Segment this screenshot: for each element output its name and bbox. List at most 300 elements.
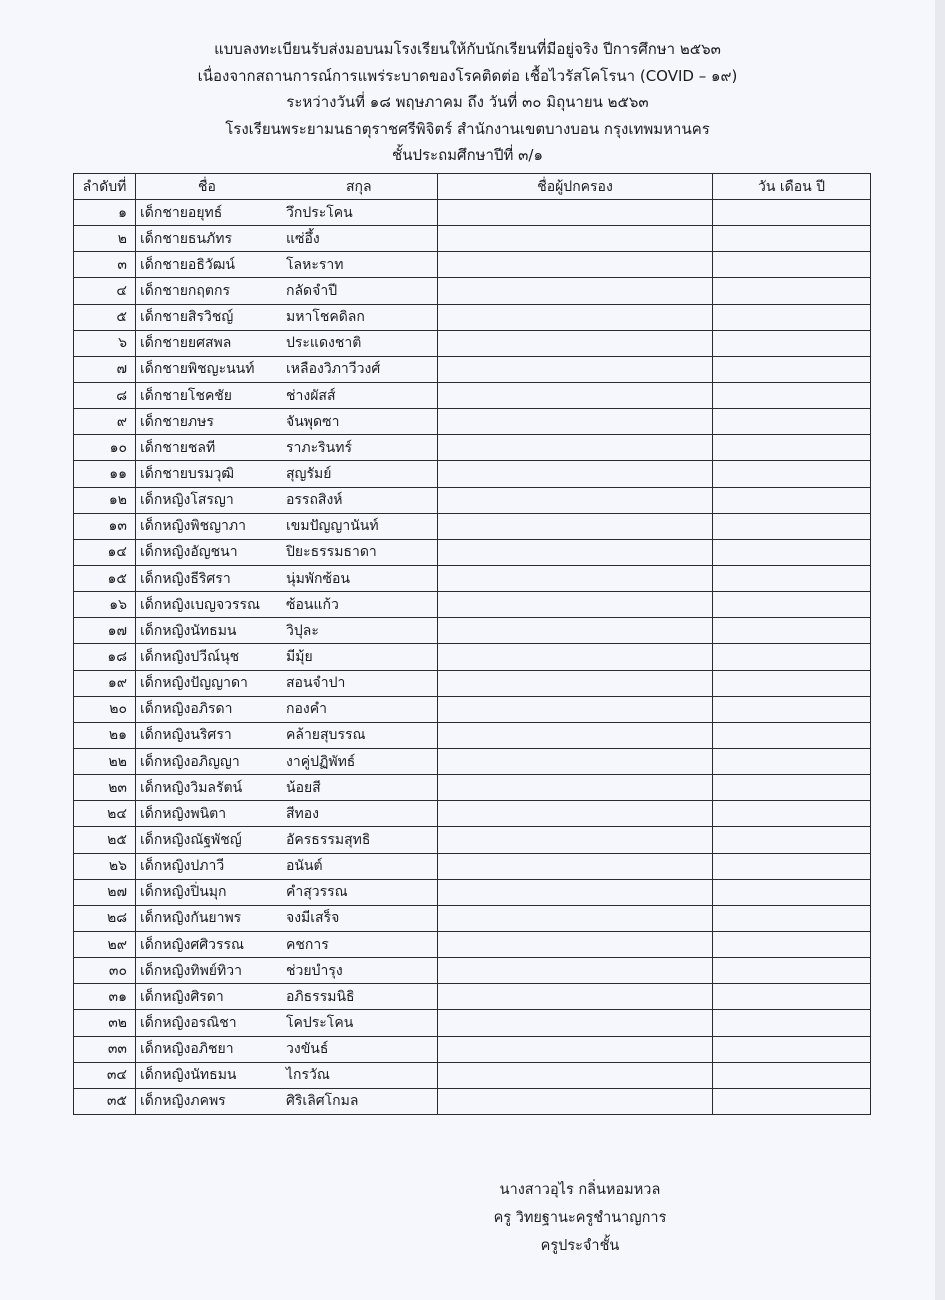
date-cell[interactable] bbox=[713, 958, 871, 984]
student-first-name: เด็กหญิงโสรญา bbox=[140, 492, 234, 509]
table-row bbox=[74, 1036, 871, 1062]
guardian-name-cell[interactable] bbox=[438, 409, 713, 435]
date-cell[interactable] bbox=[713, 487, 871, 513]
student-name-cell bbox=[136, 748, 438, 774]
row-number bbox=[74, 905, 136, 931]
student-name-cell bbox=[136, 722, 438, 748]
student-last-name: จันพุดซา bbox=[286, 413, 340, 430]
page-edge bbox=[935, 0, 945, 1300]
student-last-name: วงขันธ์ bbox=[286, 1041, 329, 1058]
student-last-name: เหลืองวิภาวีวงศ์ bbox=[286, 361, 381, 378]
student-last-name: คำสุวรรณ bbox=[286, 884, 348, 901]
table-row bbox=[74, 461, 871, 487]
student-first-name: เด็กชายชลที bbox=[140, 439, 216, 456]
student-name-cell bbox=[136, 1036, 438, 1062]
guardian-name-cell[interactable] bbox=[438, 200, 713, 226]
guardian-name-cell[interactable] bbox=[438, 592, 713, 618]
student-last-name: โลหะราท bbox=[286, 256, 344, 273]
table-row bbox=[74, 200, 871, 226]
student-last-name: ราภะรินทร์ bbox=[286, 439, 352, 456]
student-name-cell bbox=[136, 304, 438, 330]
student-last-name: วึกประโคน bbox=[286, 204, 353, 221]
row-number bbox=[74, 513, 136, 539]
row-number-text: ๒๐ bbox=[109, 701, 127, 718]
guardian-name-cell[interactable] bbox=[438, 1036, 713, 1062]
date-cell[interactable] bbox=[713, 1088, 871, 1114]
student-first-name: เด็กหญิงกันยาพร bbox=[140, 910, 242, 927]
row-number-text: ๒๖ bbox=[108, 858, 127, 875]
student-last-name: โคประโคน bbox=[286, 1014, 354, 1031]
signature-name: นางสาวอุไร กลิ่นหอมหวล bbox=[499, 1182, 661, 1198]
student-last-name: สีทอง bbox=[286, 805, 320, 822]
guardian-name-cell[interactable] bbox=[438, 487, 713, 513]
student-last-name: งาคู่ปฏิพัทธ์ bbox=[286, 753, 356, 770]
table-row bbox=[74, 565, 871, 591]
guardian-name-cell[interactable] bbox=[438, 330, 713, 356]
student-last-name: สุญรัมย์ bbox=[286, 465, 332, 482]
guardian-name-cell[interactable] bbox=[438, 356, 713, 382]
row-number-text: ๒๒ bbox=[108, 753, 127, 770]
guardian-name-cell[interactable] bbox=[438, 1088, 713, 1114]
student-last-name: นุ่มพักซ้อน bbox=[286, 570, 350, 587]
student-first-name: เด็กหญิงปัญญาดา bbox=[140, 675, 248, 692]
row-number bbox=[74, 984, 136, 1010]
guardian-name-cell[interactable] bbox=[438, 539, 713, 565]
row-number-text: ๒๙ bbox=[107, 936, 127, 953]
student-name-cell bbox=[136, 879, 438, 905]
guardian-name-cell[interactable] bbox=[438, 461, 713, 487]
row-number bbox=[74, 1010, 136, 1036]
student-name-cell bbox=[136, 775, 438, 801]
table-row bbox=[74, 931, 871, 957]
row-number bbox=[74, 827, 136, 853]
table-row bbox=[74, 356, 871, 382]
student-name-cell bbox=[136, 1010, 438, 1036]
row-number bbox=[74, 435, 136, 461]
guardian-name-cell[interactable] bbox=[438, 304, 713, 330]
guardian-name-cell[interactable] bbox=[438, 958, 713, 984]
student-last-name: น้อยสี bbox=[286, 779, 321, 796]
row-number bbox=[74, 1036, 136, 1062]
row-number bbox=[74, 644, 136, 670]
row-number bbox=[74, 409, 136, 435]
student-name-cell bbox=[136, 931, 438, 957]
student-last-name: กลัดจำปี bbox=[286, 282, 338, 299]
heading-line-5: ชั้นประถมศึกษาปีที่ ๓/๑ bbox=[392, 146, 543, 164]
student-last-name: ไกรวัณ bbox=[286, 1067, 330, 1084]
row-number bbox=[74, 879, 136, 905]
student-name-cell bbox=[136, 565, 438, 591]
student-last-name: อภิธรรมนิธิ bbox=[286, 988, 355, 1005]
table-row bbox=[74, 696, 871, 722]
student-name-cell bbox=[136, 356, 438, 382]
table-row bbox=[74, 801, 871, 827]
table-row bbox=[74, 330, 871, 356]
student-name-cell bbox=[136, 252, 438, 278]
student-first-name: เด็กหญิงอรณิชา bbox=[140, 1014, 237, 1031]
student-name-cell bbox=[136, 696, 438, 722]
date-cell[interactable] bbox=[713, 618, 871, 644]
date-cell[interactable] bbox=[713, 539, 871, 565]
date-cell[interactable] bbox=[713, 1062, 871, 1088]
row-number-text: ๓๐ bbox=[108, 962, 127, 979]
student-name-cell bbox=[136, 513, 438, 539]
date-cell[interactable] bbox=[713, 696, 871, 722]
guardian-name-cell[interactable] bbox=[438, 644, 713, 670]
student-first-name: เด็กหญิงภคพร bbox=[140, 1093, 226, 1110]
student-first-name: เด็กหญิงธีริศรา bbox=[140, 570, 231, 587]
student-name-cell bbox=[136, 200, 438, 226]
row-number-text: ๑๕ bbox=[107, 570, 127, 587]
table-row bbox=[74, 278, 871, 304]
table-row bbox=[74, 592, 871, 618]
row-number-text: ๑๒ bbox=[108, 492, 127, 509]
table-row bbox=[74, 853, 871, 879]
row-number bbox=[74, 356, 136, 382]
table-row bbox=[74, 382, 871, 408]
guardian-name-cell[interactable] bbox=[438, 879, 713, 905]
date-cell[interactable] bbox=[713, 252, 871, 278]
student-first-name: เด็กหญิงปิ่นมุก bbox=[140, 884, 227, 901]
student-first-name: เด็กหญิงนัทธมน bbox=[140, 622, 237, 639]
row-number-text: ๔ bbox=[116, 282, 127, 299]
header-last-name: สกุล bbox=[346, 178, 372, 195]
guardian-name-cell[interactable] bbox=[438, 1062, 713, 1088]
student-name-cell bbox=[136, 409, 438, 435]
date-cell[interactable] bbox=[713, 931, 871, 957]
row-number-text: ๒๗ bbox=[107, 884, 127, 901]
row-number-text: ๓๓ bbox=[107, 1041, 127, 1058]
student-last-name: อรรถสิงห์ bbox=[286, 492, 343, 509]
row-number-text: ๗ bbox=[116, 361, 127, 378]
student-first-name: เด็กชายสิรวิชญ์ bbox=[140, 309, 234, 326]
row-number-text: ๒๔ bbox=[107, 805, 127, 822]
date-cell[interactable] bbox=[713, 513, 871, 539]
student-name-cell bbox=[136, 487, 438, 513]
row-number bbox=[74, 931, 136, 957]
row-number bbox=[74, 539, 136, 565]
date-cell[interactable] bbox=[713, 435, 871, 461]
date-cell[interactable] bbox=[713, 905, 871, 931]
signature-block bbox=[480, 1176, 680, 1260]
student-last-name: มีมุ้ย bbox=[286, 648, 313, 665]
heading-line-4: โรงเรียนพระยามนธาตุราชศรีพิจิตร์ สำนักงานเขตบางบอน กรุงเทพมหานคร bbox=[225, 119, 710, 138]
guardian-name-cell[interactable] bbox=[438, 278, 713, 304]
table-row bbox=[74, 958, 871, 984]
date-cell[interactable] bbox=[713, 382, 871, 408]
date-cell[interactable] bbox=[713, 304, 871, 330]
date-cell[interactable] bbox=[713, 1036, 871, 1062]
student-last-name: ช่วยบำรุง bbox=[286, 962, 343, 979]
row-number bbox=[74, 226, 136, 252]
student-first-name: เด็กหญิงปวีณ์นุช bbox=[140, 648, 240, 665]
header-guardian: ชื่อผู้ปกครอง bbox=[438, 174, 713, 200]
student-name-cell bbox=[136, 592, 438, 618]
student-name-cell bbox=[136, 435, 438, 461]
roster-body bbox=[74, 200, 871, 1115]
row-number-text: ๒ bbox=[117, 230, 127, 247]
date-cell[interactable] bbox=[713, 644, 871, 670]
guardian-name-cell[interactable] bbox=[438, 827, 713, 853]
student-first-name: เด็กหญิงเบญจวรรณ bbox=[140, 596, 261, 613]
table-row bbox=[74, 827, 871, 853]
guardian-name-cell[interactable] bbox=[438, 905, 713, 931]
student-last-name: คล้ายสุบรรณ bbox=[286, 727, 366, 744]
row-number-text: ๒๘ bbox=[106, 910, 127, 927]
date-cell[interactable] bbox=[713, 853, 871, 879]
table-row bbox=[74, 748, 871, 774]
header-first-name: ชื่อ bbox=[198, 178, 216, 195]
table-row bbox=[74, 513, 871, 539]
student-name-cell bbox=[136, 827, 438, 853]
student-name-cell bbox=[136, 618, 438, 644]
row-number bbox=[74, 1062, 136, 1088]
student-first-name: เด็กชายกฤตกร bbox=[140, 282, 230, 299]
row-number bbox=[74, 487, 136, 513]
table-row bbox=[74, 226, 871, 252]
row-number-text: ๘ bbox=[116, 387, 127, 404]
date-cell[interactable] bbox=[713, 670, 871, 696]
row-number-text: ๙ bbox=[116, 413, 127, 430]
date-cell[interactable] bbox=[713, 356, 871, 382]
student-last-name: เขมปัญญานันท์ bbox=[286, 518, 379, 535]
date-cell[interactable] bbox=[713, 565, 871, 591]
row-number bbox=[74, 775, 136, 801]
guardian-name-cell[interactable] bbox=[438, 748, 713, 774]
table-row bbox=[74, 304, 871, 330]
row-number-text: ๓ bbox=[117, 256, 127, 273]
date-cell[interactable] bbox=[713, 984, 871, 1010]
guardian-name-cell[interactable] bbox=[438, 382, 713, 408]
table-row bbox=[74, 409, 871, 435]
row-number-text: ๒๑ bbox=[108, 727, 127, 744]
row-number bbox=[74, 461, 136, 487]
row-number-text: ๑๓ bbox=[108, 518, 127, 535]
student-roster-table bbox=[73, 173, 871, 1115]
row-number bbox=[74, 592, 136, 618]
row-number-text: ๒๓ bbox=[108, 779, 127, 796]
date-cell[interactable] bbox=[713, 200, 871, 226]
student-last-name: จงมีเสร็จ bbox=[286, 910, 340, 927]
student-last-name: ประแดงชาติ bbox=[286, 335, 362, 352]
date-cell[interactable] bbox=[713, 461, 871, 487]
student-first-name: เด็กหญิงพนิตา bbox=[140, 805, 227, 822]
row-number-text: ๒๕ bbox=[107, 831, 127, 848]
guardian-name-cell[interactable] bbox=[438, 853, 713, 879]
table-row bbox=[74, 618, 871, 644]
heading-line-2: เนื่องจากสถานการณ์การแพร่ระบาดของโรคติดต่อ เชื้อไวรัสโคโรนา (COVID – ๑๙) bbox=[197, 66, 738, 85]
student-last-name: ปิยะธรรมธาดา bbox=[286, 544, 377, 561]
student-first-name: เด็กชายบรมวุฒิ bbox=[140, 465, 235, 482]
student-name-cell bbox=[136, 984, 438, 1010]
date-cell[interactable] bbox=[713, 879, 871, 905]
guardian-name-cell[interactable] bbox=[438, 670, 713, 696]
student-first-name: เด็กหญิงทิพย์ทิวา bbox=[140, 962, 242, 979]
student-last-name: แซ่อึ้ง bbox=[286, 230, 320, 247]
row-number-text: ๑๘ bbox=[107, 648, 127, 665]
document-heading bbox=[0, 36, 935, 169]
signature-role: ครูประจำชั้น bbox=[540, 1238, 620, 1254]
table-row bbox=[74, 1010, 871, 1036]
guardian-name-cell[interactable] bbox=[438, 618, 713, 644]
student-last-name: ศิริเลิศโกมล bbox=[286, 1093, 359, 1110]
row-number-text: ๑๙ bbox=[107, 675, 127, 692]
student-last-name: ช่างผัสส์ bbox=[286, 387, 336, 404]
student-name-cell bbox=[136, 461, 438, 487]
table-row bbox=[74, 252, 871, 278]
date-cell[interactable] bbox=[713, 775, 871, 801]
table-row bbox=[74, 487, 871, 513]
row-number bbox=[74, 382, 136, 408]
table-row bbox=[74, 775, 871, 801]
row-number bbox=[74, 618, 136, 644]
student-name-cell bbox=[136, 670, 438, 696]
row-number bbox=[74, 670, 136, 696]
student-first-name: เด็กชายพิชญะนนท์ bbox=[140, 361, 255, 378]
row-number bbox=[74, 200, 136, 226]
row-number bbox=[74, 748, 136, 774]
student-first-name: เด็กหญิงอภิชยา bbox=[140, 1041, 234, 1058]
student-first-name: เด็กหญิงศศิวรรณ bbox=[140, 936, 245, 953]
student-last-name: ซ้อนแก้ว bbox=[286, 596, 339, 613]
guardian-name-cell[interactable] bbox=[438, 775, 713, 801]
table-header-row bbox=[74, 174, 871, 200]
row-number bbox=[74, 801, 136, 827]
student-first-name: เด็กหญิงอภิรดา bbox=[140, 701, 233, 718]
table-row bbox=[74, 539, 871, 565]
row-number bbox=[74, 853, 136, 879]
student-name-cell bbox=[136, 801, 438, 827]
student-name-cell bbox=[136, 382, 438, 408]
table-row bbox=[74, 722, 871, 748]
date-cell[interactable] bbox=[713, 330, 871, 356]
guardian-name-cell[interactable] bbox=[438, 226, 713, 252]
row-number bbox=[74, 696, 136, 722]
header-number: ลำดับที่ bbox=[74, 174, 136, 200]
table-row bbox=[74, 644, 871, 670]
table-row bbox=[74, 905, 871, 931]
student-name-cell bbox=[136, 278, 438, 304]
guardian-name-cell[interactable] bbox=[438, 722, 713, 748]
student-last-name: มหาโชคดิลก bbox=[286, 309, 365, 326]
student-first-name: เด็กหญิงนริศรา bbox=[140, 727, 232, 744]
row-number-text: ๓๒ bbox=[108, 1014, 127, 1031]
guardian-name-cell[interactable] bbox=[438, 931, 713, 957]
guardian-name-cell[interactable] bbox=[438, 252, 713, 278]
table-row bbox=[74, 1088, 871, 1114]
row-number-text: ๑๑ bbox=[109, 465, 127, 482]
row-number-text: ๑ bbox=[118, 204, 127, 221]
row-number-text: ๕ bbox=[116, 309, 127, 326]
guardian-name-cell[interactable] bbox=[438, 565, 713, 591]
date-cell[interactable] bbox=[713, 226, 871, 252]
row-number-text: ๓๔ bbox=[106, 1067, 127, 1084]
student-first-name: เด็กชายอยุทธ์ bbox=[140, 204, 223, 221]
student-first-name: เด็กหญิงนัทธมน bbox=[140, 1067, 237, 1084]
guardian-name-cell[interactable] bbox=[438, 801, 713, 827]
student-name-cell bbox=[136, 853, 438, 879]
guardian-name-cell[interactable] bbox=[438, 1010, 713, 1036]
student-name-cell bbox=[136, 905, 438, 931]
table-row bbox=[74, 1062, 871, 1088]
table-row bbox=[74, 879, 871, 905]
student-name-cell bbox=[136, 226, 438, 252]
table-row bbox=[74, 435, 871, 461]
student-first-name: เด็กหญิงวิมลรัตน์ bbox=[140, 779, 243, 796]
guardian-name-cell[interactable] bbox=[438, 696, 713, 722]
guardian-name-cell[interactable] bbox=[438, 435, 713, 461]
row-number-text: ๓๑ bbox=[108, 988, 127, 1005]
row-number-text: ๑๐ bbox=[109, 439, 127, 456]
row-number bbox=[74, 565, 136, 591]
student-last-name: อัครธรรมสุทธิ bbox=[286, 831, 371, 848]
date-cell[interactable] bbox=[713, 748, 871, 774]
student-name-cell bbox=[136, 1088, 438, 1114]
row-number bbox=[74, 958, 136, 984]
table-row bbox=[74, 984, 871, 1010]
student-first-name: เด็กชายอธิวัฒน์ bbox=[140, 256, 235, 273]
date-cell[interactable] bbox=[713, 278, 871, 304]
header-name bbox=[136, 174, 438, 200]
date-cell[interactable] bbox=[713, 409, 871, 435]
date-cell[interactable] bbox=[713, 827, 871, 853]
student-first-name: เด็กหญิงศิรดา bbox=[140, 988, 224, 1005]
student-first-name: เด็กหญิงอภิญญา bbox=[140, 753, 240, 770]
guardian-name-cell[interactable] bbox=[438, 513, 713, 539]
student-first-name: เด็กชายยศสพล bbox=[140, 335, 232, 352]
student-name-cell bbox=[136, 330, 438, 356]
row-number-text: ๖ bbox=[118, 335, 127, 352]
row-number bbox=[74, 304, 136, 330]
row-number bbox=[74, 722, 136, 748]
student-first-name: เด็กชายภษร bbox=[140, 413, 214, 430]
student-first-name: เด็กชายธนภัทร bbox=[140, 230, 233, 247]
row-number bbox=[74, 330, 136, 356]
heading-line-1: แบบลงทะเบียนรับส่งมอบนมโรงเรียนให้กับนักเรียนที่มีอยู่จริง ปีการศึกษา ๒๕๖๓ bbox=[214, 40, 721, 58]
student-first-name: เด็กหญิงอัญชนา bbox=[140, 544, 238, 561]
student-name-cell bbox=[136, 644, 438, 670]
student-first-name: เด็กชายโชคชัย bbox=[140, 387, 233, 404]
table-row bbox=[74, 670, 871, 696]
student-first-name: เด็กหญิงปภาวี bbox=[140, 858, 225, 875]
heading-line-3: ระหว่างวันที่ ๑๘ พฤษภาคม ถึง วันที่ ๓๐ มิถุนายน ๒๕๖๓ bbox=[286, 93, 649, 111]
date-cell[interactable] bbox=[713, 722, 871, 748]
header-date: วัน เดือน ปี bbox=[713, 174, 871, 200]
row-number bbox=[74, 278, 136, 304]
date-cell[interactable] bbox=[713, 1010, 871, 1036]
row-number bbox=[74, 252, 136, 278]
student-last-name: กองคำ bbox=[286, 701, 327, 718]
student-name-cell bbox=[136, 958, 438, 984]
student-last-name: สอนจำปา bbox=[286, 675, 346, 692]
date-cell[interactable] bbox=[713, 592, 871, 618]
row-number-text: ๑๗ bbox=[107, 622, 127, 639]
student-name-cell bbox=[136, 1062, 438, 1088]
student-name-cell bbox=[136, 539, 438, 565]
row-number-text: ๓๕ bbox=[106, 1093, 127, 1110]
student-first-name: เด็กหญิงพิชญาภา bbox=[140, 518, 246, 535]
row-number-text: ๑๖ bbox=[109, 596, 127, 613]
guardian-name-cell[interactable] bbox=[438, 984, 713, 1010]
student-first-name: เด็กหญิงณัฐพัชญ์ bbox=[140, 831, 242, 848]
signature-position: ครู วิทยฐานะครูชำนาญการ bbox=[493, 1210, 667, 1226]
student-last-name: อนันต์ bbox=[286, 858, 323, 875]
student-last-name: คชการ bbox=[286, 936, 329, 953]
date-cell[interactable] bbox=[713, 801, 871, 827]
row-number bbox=[74, 1088, 136, 1114]
student-last-name: วิปุละ bbox=[286, 622, 319, 639]
row-number-text: ๑๔ bbox=[107, 544, 127, 561]
